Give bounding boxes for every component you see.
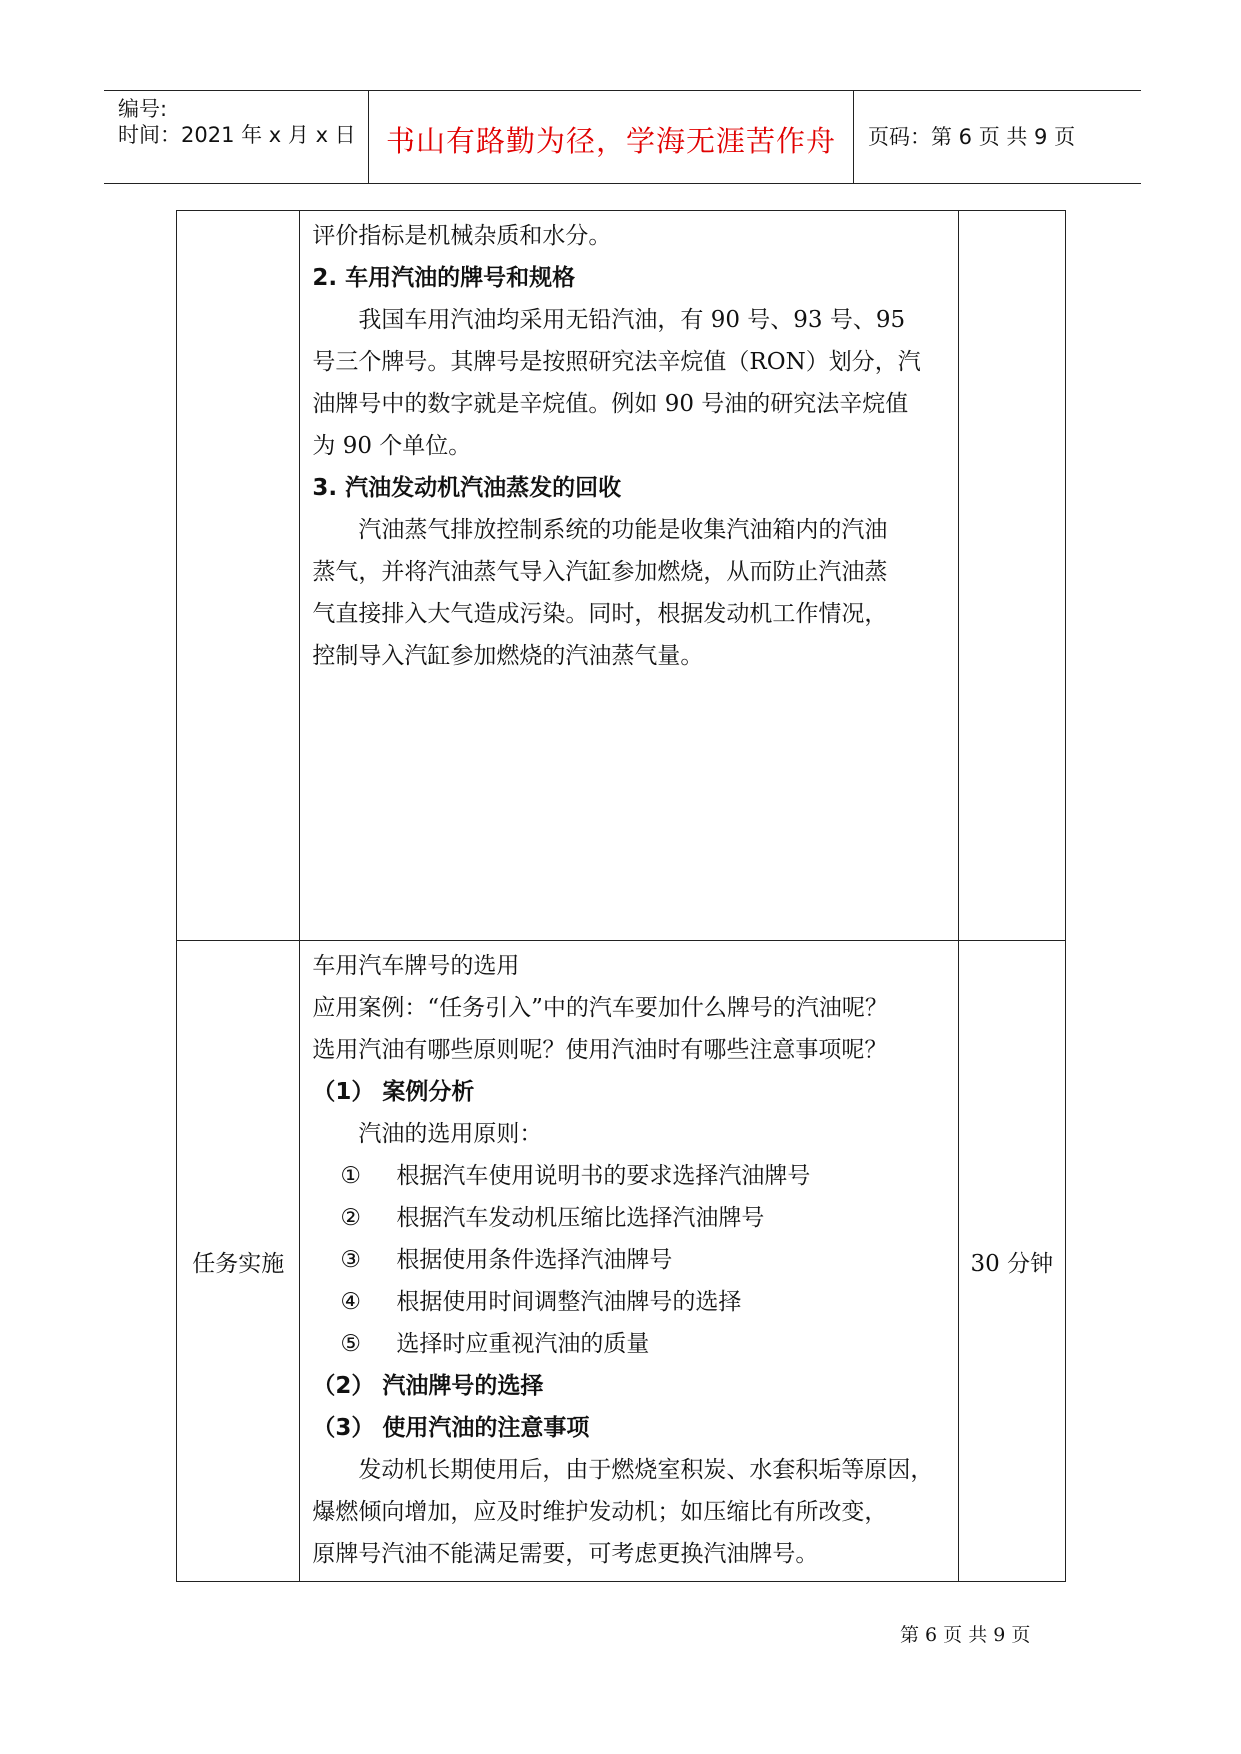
list-text: 选择时应重视汽油的质量 — [396, 1331, 650, 1357]
section-heading: （3） 使用汽油的注意事项 — [312, 1415, 590, 1441]
page-header — [104, 90, 1141, 184]
header-page-cell — [854, 91, 1141, 183]
list-text: 根据使用时间调整汽油牌号的选择 — [396, 1289, 742, 1315]
section-heading: （2） 汽油牌号的选择 — [312, 1373, 544, 1399]
row1-time-cell — [958, 211, 1065, 941]
list-text: 根据汽车发动机压缩比选择汽油牌号 — [396, 1205, 765, 1231]
list-item — [312, 1197, 947, 1239]
list-item — [312, 1323, 947, 1365]
text-line: 我国车用汽油均采用无铅汽油，有 90 号、93 号、95 — [358, 307, 906, 333]
list-item — [312, 1281, 947, 1323]
text-line: 评价指标是机械杂质和水分。 — [312, 223, 612, 249]
section-heading: 2. 车用汽油的牌号和规格 — [312, 265, 576, 291]
task-title: 车用汽车牌号的选用 — [312, 953, 520, 979]
task-label: 任务实施 — [192, 1250, 285, 1277]
table-row — [177, 941, 1066, 1582]
text-line: 发动机长期使用后，由于燃烧室积炭、水套积垢等原因， — [358, 1457, 934, 1483]
text-line: 爆燃倾向增加，应及时维护发动机；如压缩比有所改变， — [312, 1499, 888, 1525]
row2-label-cell — [177, 941, 300, 1582]
row2-time-cell — [958, 941, 1065, 1582]
table-row — [177, 211, 1066, 941]
list-number: ④ — [340, 1289, 362, 1315]
list-number: ⑤ — [340, 1331, 362, 1357]
section-heading: 3. 汽油发动机汽油蒸发的回收 — [312, 475, 622, 501]
document-time-label: 时间：2021 年 x 月 x 日 — [118, 123, 356, 147]
lesson-table — [176, 210, 1066, 1582]
case-question: 应用案例：“任务引入”中的汽车要加什么牌号的汽油呢？ — [312, 995, 888, 1021]
principles-title: 汽油的选用原则： — [358, 1121, 543, 1147]
list-number: ② — [340, 1205, 362, 1231]
page-footer: 第 6 页 共 9 页 — [900, 1624, 1031, 1646]
case-question: 选用汽油有哪些原则呢？使用汽油时有哪些注意事项呢？ — [312, 1037, 888, 1063]
list-number: ③ — [340, 1247, 362, 1273]
header-left-cell — [104, 91, 369, 183]
row2-content-cell — [300, 941, 958, 1582]
row1-label-cell — [177, 211, 300, 941]
list-text: 根据汽车使用说明书的要求选择汽油牌号 — [396, 1163, 811, 1189]
header-motto: 书山有路勤为径，学海无涯苦作舟 — [385, 124, 836, 158]
header-motto-cell — [369, 91, 854, 183]
section-heading: （1） 案例分析 — [312, 1079, 475, 1105]
text-line: 气直接排入大气造成污染。同时，根据发动机工作情况， — [312, 601, 888, 627]
list-item — [312, 1239, 947, 1281]
row1-content-cell — [300, 211, 958, 941]
list-text: 根据使用条件选择汽油牌号 — [396, 1247, 673, 1273]
list-number: ① — [340, 1163, 362, 1189]
text-line: 蒸气，并将汽油蒸气导入汽缸参加燃烧，从而防止汽油蒸 — [312, 559, 888, 585]
text-line: 号三个牌号。其牌号是按照研究法辛烷值（RON）划分，汽 — [312, 349, 921, 375]
document-code-label: 编号: — [118, 97, 168, 121]
text-line: 油牌号中的数字就是辛烷值。例如 90 号油的研究法辛烷值 — [312, 391, 909, 417]
list-item — [312, 1155, 947, 1197]
header-page-number: 页码：第 6 页 共 9 页 — [868, 125, 1076, 149]
text-line: 为 90 个单位。 — [312, 433, 472, 459]
text-line: 原牌号汽油不能满足需要，可考虑更换汽油牌号。 — [312, 1541, 819, 1567]
text-line: 汽油蒸气排放控制系统的功能是收集汽油箱内的汽油 — [358, 517, 888, 543]
text-line: 控制导入汽缸参加燃烧的汽油蒸气量。 — [312, 643, 704, 669]
duration-label: 30 分钟 — [970, 1250, 1054, 1277]
